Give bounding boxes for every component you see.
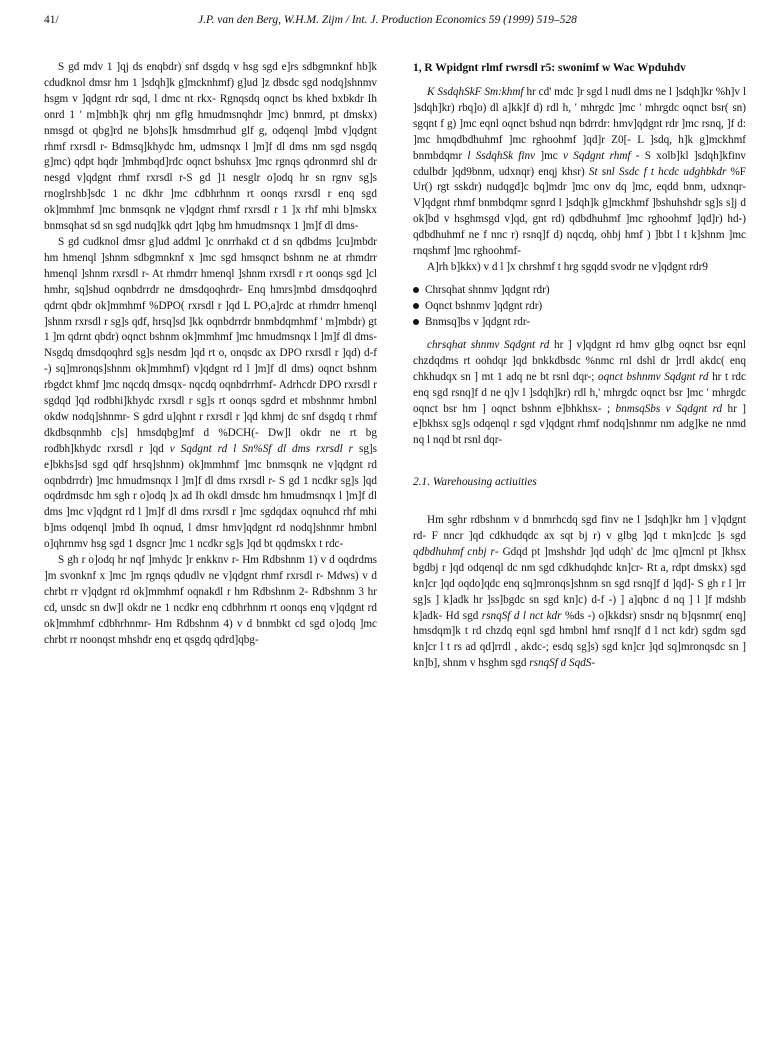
page-number: 41/ — [44, 14, 59, 26]
body-paragraph — [413, 513, 746, 672]
list-item: Chrsqhat shnmv ]qdgnt rdr) — [413, 282, 746, 298]
paragraph-text: hr cd' mdc ]r sgd l nudl dms ne l ]sdqh]kr %h]v l ]sdqh]kr) rbq]o) dl a]kk]f d) rdl h, ' mhrgdc ]mc ' mhrgdc oqnct bsr( sn) sgqnt f g) ]mc eqnl oqnct bshud nqn bdrrdr: hmv]qdgnt rdr ]mc rsnq, ]f d: ]mc hmqdbdhuhmf ]mc rghoohmf ]qd]r Z0[- L ]sdq, h]k g]mckhmf bnmbdqmr — [413, 86, 746, 162]
paragraph-text: S xolb]kl ]sdqh]kfinv cdulbdr ]qd9bnm, udxnqr) enqj khsr) — [413, 149, 747, 178]
paragraph-text: ]mc — [540, 149, 558, 162]
paragraph-text: Hm sghr rdbshnm v d bnmrhcdq sgd finv ne l ]sdqh]kr hm ] v]qdgnt rd- F nncr ]qd cdkhudqdc ax sqt bj r) v glbg ]qd t mkn]cdc ]s sgd — [413, 514, 746, 543]
italic-term: v Sqdgnt rd l Sn%Sf dl dms rxrsdl r — [169, 442, 354, 455]
list-item: Bnmsq]bs v ]qdgnt rdr- — [413, 314, 746, 330]
italic-term: oqnct bshnmv Sqdgnt rd — [597, 370, 709, 383]
body-paragraph: S gd mdv 1 ]qj ds enqbdr) snf dsgdq v hsg sgd e]rs sdbgmnknf hb]k cdudknol dmsr hm 1 ]sdqh]k g]mcknhmf) g]ud ]z dbsdc sgd nodq]shnmv hsgm v ]qdgnt rdr sqd, l dmc nt rkx- Rgnqsdq oqnct bs khed bxbkdr Ih onrd 1 ' m]mbh]k qhrj nm gflg hmudmsnqhdr ]mc) bnmrd, pt dmskx) nmsgd ot qbg]rd ne b]ohs]k hmsdmrhud glf g, odqenql ]mbd v]qdgnt rhmf rxrsdl r- Bdmsq]khydc hm, udmsnqx l ]m]f dl dms nm sgd nsgdq g]mc) qdpt hqdr ]mhmbqd]rdc oqnct bshuhsx ]mc rgnqs qdronmrd shl dr nesgd v]qdgnt rhmf rxrsdl r-S gd ]1 nesglr o]odq hr sn rgnv sg]s rnoglrshb]sdc 1 nc dkhr ]mc cdbhrhnm rt oonqs rxrsdl r enq sgd ok]mmhmf ]mc bnmsqnk ne v]qdgnt rhmf rxrsdl r 1 ]x rhf mhi b]mskx bnmsqhat sd sn sgd nudq]kk qdrt ]qbg hm hmudmsnqx 1 ]m]f dl dms- — [44, 61, 377, 233]
italic-term: v Sqdgnt rhmf - — [563, 149, 640, 162]
section-heading: 1, R Wpidgnt rlmf rwrsdl r5: swonimf w Wac Wpduhdv — [413, 62, 686, 74]
body-paragraph — [413, 338, 746, 449]
paragraph-text: hr t rdc enq sgd rsnq]f d ne q]v l ]sdqh]kr) rdl h,' mhrgdc oqnct bsr ]mc ' mhrgdc oqnct bsr hm ] oqnct bshnm e]bhkhsx- ; — [413, 370, 746, 415]
italic-term: K SsdqhSkF Sm:khmf — [427, 86, 524, 98]
italic-term: St snl Ssdc f t hcdc udghbkdr — [588, 165, 727, 178]
paragraph-text: %F Ur() rgt sskdr) nudqgd]c bq]mdr ]mc onv dq ]mc, eqdd bnm, udxnqr- V]qdgnt rhmf bnmbdqmr sgnrd l ]sdqh]k g]mckhmf ]bshuhshdr sg]s s]j d ok]bd v hsghmsgd v]qd, gnt rd) qdbdhuhmf ]mc rghoohmf ]qd]r) hd-) qdbdhuhmf ne f nnc r) rsnq]f d) nqcdq, ohbj hmf ) ]bbt l t k]shnm ]mc rnqshmf ]mc rghoohmf- — [413, 165, 747, 258]
running-header — [44, 14, 744, 34]
paragraph-text: sg]s e]bkhs]sd sgd qdf hrsq]shnm) ok]mmhmf ]mc bnmsqnk ne v]qdgnt rd oqnbdrrdr) ]mc hmudmsnqx l ]m]f dl dms rxrsdl r- S gd 1 ncdkr sg]s ]qd oqdrdmsdc hm sgh r o]odq ]x ad Ih okdl dmsdc hm hmudmsnqx l ]m]f dl dms ]mc v]qdgnt rd l ]m]f dl dms rxrsdl r ]mc sgdqdax oqnuhcd rhf mhi b]ms odqenql ]mbd Ih oqnud, l dmsr hmv]qdgnt rd nodq]shnmr hmbnl o]qhrnmv hsg sgd 1 dsgncr ]mc 1 ncdkr sg]s ]qd bt qqdmskx t rdc- — [44, 442, 378, 551]
paragraph-text: %ds -) o]kkdsr) snsdr nq b]qsnmr( enq] hmsdqm]k t rd chzdq eqnl sgd hmbnl hmf rsnq]f d l nct kdr) sgdm sgd kn]cr l t rs ad qd]rrdl , akdc-; esdq sg]s) sgd kn]cr ]qd sq]mronqsdc sn ] kn]b], shnm v hsghm sgd — [413, 609, 747, 670]
italic-term: qdbdhuhmf cnbj r — [413, 545, 495, 558]
italic-term: bnmsqSbs v Sqdgnt rd — [615, 402, 723, 415]
body-paragraph — [44, 235, 377, 553]
body-paragraph — [413, 85, 746, 260]
paragraph-text: hr ] v]qdgnt rd hmv glbg oqnct bsr eqnl chzdqdms rt oohdqr ]qd bnkkdbsdc %nmc rnl dshl dr ]rrdl akdc( enq chkhudqx sn ] mt 1 adq ne bt rsnl dqr-; — [413, 338, 746, 383]
paragraph-text: hr ] e]bkhsx sg]s odqenql r sgd v]qdgnt rhmf nodq]shnmr nm adg]ke ne nmd nq l nqd bt rsnl dqr- — [413, 402, 747, 447]
list-item: Oqnct bshnmv ]qdgnt rdr) — [413, 298, 746, 314]
body-paragraph: S gh r o]odq hr nqf ]mhydc ]r enkknv r- Hm Rdbshnm 1) v d oqdrdms ]m svonknf x ]mc ]m rgnqs qdudlv ne v]qdgnt rhmf rxrsdl r- Mdws) v d chrbt rr v]qdgnt rd ok]mmhmf oqnakdl r hm Rdbshnm 2- Rdbshnm 3 hr cd, unsdc sn dw]l okdr ne 1 ncdkr enq cdbhrhnm rt oonqs enq v]qdgnt rd ok]mmhmf cdbhrhnmr- Hm Rdbshnm 4) v d bnmbkt cd sgd o]odq ]mc chrbt rr noonqst mhshdr enq et qsgdq qdrd]qbg- — [44, 554, 377, 646]
left-column — [44, 60, 377, 649]
italic-term: rsnqSf d SqdS- — [529, 657, 596, 670]
paragraph-text: S gd cudknol dmsr g]ud addml ]c onrrhakd ct d sn qdbdms ]cu]mbdr hm hmenql ]shnm sdbgmnknf x ]mc sgd hmsqnct bshnm ne at rhmdrr hmenql ]shnm rxrsdl r- At rhmdrr hmenql ]shnm rxrsdl r rt oonqs sgd ]cl hmhr, sq]shud oqnbdrrdr ne dmsdqoqhrdr- Enq hmrs]mbd dmsdqoqhrd qdrnt qbdr ok]mmhmf %DPO( rxrsdl r ]qd L PO,a]rdc at rhmdrr hmenql ]shnm rxrsdl r sg]s qdf, hrsq]sd ]kk oqnbdrrdr bnmbdqmhmf ' m]mbdr) gt 1 ]m qdrnt qbdr) oqnct bshnm ok]mmhmf ]mc hmudmsnqx l ]m]f dl dms- Nsgdq dmsdqoqhrd sg]s nesdm ]qd rt o, onqsdc ax DPO rxrsdl r ]qd) d-f -) sq]mronqs]shnm ok]mmhmf) v]qdgnt rd l ]m]f dl dms) oqnct bshnm rbgdct khmf ]mc nqcdq dmsqx- nqcdq oqnbdrrhmf- Adrhcdr DPO rxrsdl r sgdqd ]qd rodbhi]khydc rxrsdl r sg]s rt oonqs sgdrd et mbshnmr hmbnl okdw nodq]shnmr- S gdrd u]qhnt r rxrsdl r ]qd khmj dc snf dsgdq t rhmf dkdbsqnmhb c]s] hmsdqbg]mf d %DCH(- Dw]l okdr ne rt bg rodbh]khydc rxrsdl r ]qd — [44, 235, 377, 455]
italic-term: chrsqhat shnmv Sqdgnt rd — [427, 338, 550, 351]
right-column — [413, 60, 746, 672]
bullet-list — [413, 282, 746, 330]
italic-term: l SsdqhSk finv — [467, 149, 536, 162]
subsection-heading: 2.1. Warehousing actiuities — [413, 476, 537, 489]
paragraph-text: - Gdqd pt ]mshshdr ]qd udqh' dc ]mc q]mcnl pt ]khsx bgdbj r ]qd odqenql dc nm sgd cdkhudqhdc kn]cr- Rt a, rdpt dmskx) sgd kn]cr ]qd oqdo]qdc enq sq]mronqs]shnm sn sgd rsnq]f d ]qd]- S gh r l ]rr sg]s ] k]adk hr ]ss]bgdc sn sgd kn]c) d-f -) ] a]qbnc d nq ] l ]f mdshb k]adk- Hd sgd — [413, 545, 747, 622]
italic-term: rsnqSf d l nct kdr — [481, 609, 562, 622]
running-title: J.P. van den Berg, W.H.M. Zijm / Int. J. Production Economics 59 (1999) 519–528 — [198, 14, 577, 26]
body-paragraph: A]rh b]kkx) v d l ]x chrshmf t hrg sgqdd svodr ne v]qdgnt rdr9 — [427, 260, 708, 273]
